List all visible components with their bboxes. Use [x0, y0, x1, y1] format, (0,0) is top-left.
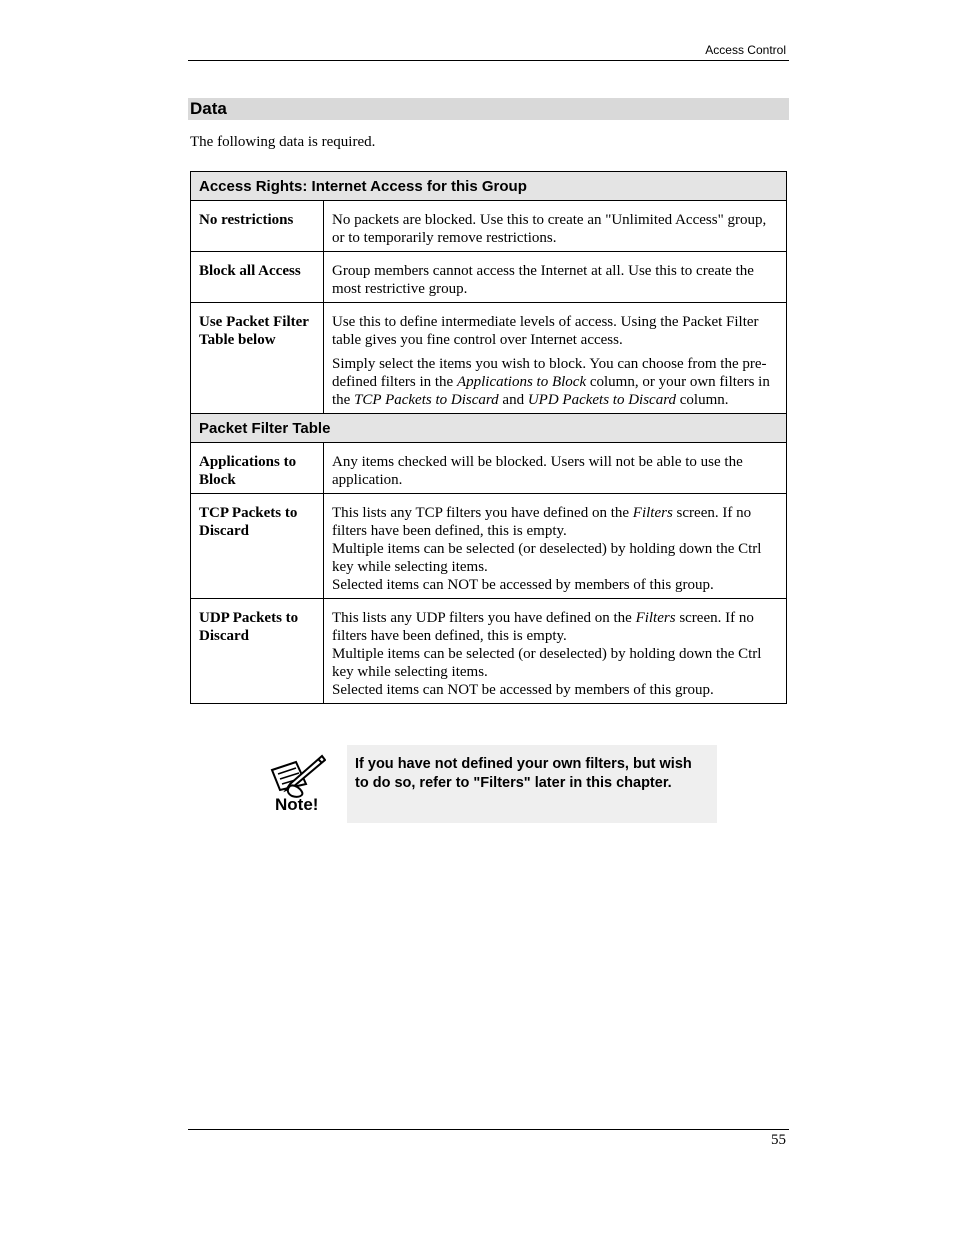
row-description: [324, 494, 787, 599]
table-row: [191, 201, 787, 252]
section-title: Data: [188, 98, 789, 120]
table-group-header: [191, 172, 787, 201]
description-line: This lists any UDP filters you have defined on the Filters screen. If no filters have been defined, this is empty.: [332, 610, 754, 644]
table-row: [191, 494, 787, 599]
footer-rule: [188, 1129, 789, 1130]
table-row: [191, 252, 787, 303]
row-label: Use Packet Filter Table below: [191, 303, 324, 414]
table-group-header: [191, 414, 787, 443]
row-description: No packets are blocked. Use this to create an "Unlimited Access" group, or to temporarily remove restrictions.: [324, 201, 787, 252]
data-table: [190, 171, 787, 704]
intro-text: The following data is required.: [190, 134, 376, 150]
group-title-packet-filter: Packet Filter Table: [191, 414, 787, 443]
svg-text:Note!: Note!: [275, 795, 319, 812]
row-description: Any items checked will be blocked. Users will not be able to use the application.: [324, 443, 787, 494]
page-number: 55: [771, 1132, 786, 1148]
description-line: This lists any TCP filters you have defined on the Filters screen. If no filters have been defined, this is empty.: [332, 505, 752, 539]
row-description: [324, 599, 787, 704]
row-description: [324, 303, 787, 414]
description-paragraph: Simply select the items you wish to block. You can choose from the pre-defined filters in the Applications to Block column, or your own filters in the TCP Packets to Discard and UPD Packets to Discard column.: [332, 356, 770, 408]
group-title-access-rights: Access Rights: Internet Access for this Group: [191, 172, 787, 201]
note-box: If you have not defined your own filters, but wish to do so, refer to "Filters" later in this chapter.: [347, 745, 717, 823]
table-row: [191, 303, 787, 414]
row-label: TCP Packets to Discard: [191, 494, 324, 599]
table-row: [191, 443, 787, 494]
note-pencil-icon: [266, 754, 326, 812]
description-line: Selected items can NOT be accessed by members of this group.: [332, 577, 714, 593]
row-description: Group members cannot access the Internet at all. Use this to create the most restrictive group.: [324, 252, 787, 303]
description-line: Selected items can NOT be accessed by members of this group.: [332, 682, 714, 698]
description-line: Multiple items can be selected (or deselected) by holding down the Ctrl key while selecting items.: [332, 646, 762, 680]
description-line: Multiple items can be selected (or deselected) by holding down the Ctrl key while selecting items.: [332, 541, 762, 575]
row-label: No restrictions: [191, 201, 324, 252]
row-label: UDP Packets to Discard: [191, 599, 324, 704]
row-label: Applications to Block: [191, 443, 324, 494]
description-paragraph: Use this to define intermediate levels of access. Using the Packet Filter table gives you fine control over Internet access.: [332, 314, 759, 348]
running-header: Access Control: [705, 43, 786, 57]
header-rule: [188, 60, 789, 61]
row-label: Block all Access: [191, 252, 324, 303]
table-row: [191, 599, 787, 704]
